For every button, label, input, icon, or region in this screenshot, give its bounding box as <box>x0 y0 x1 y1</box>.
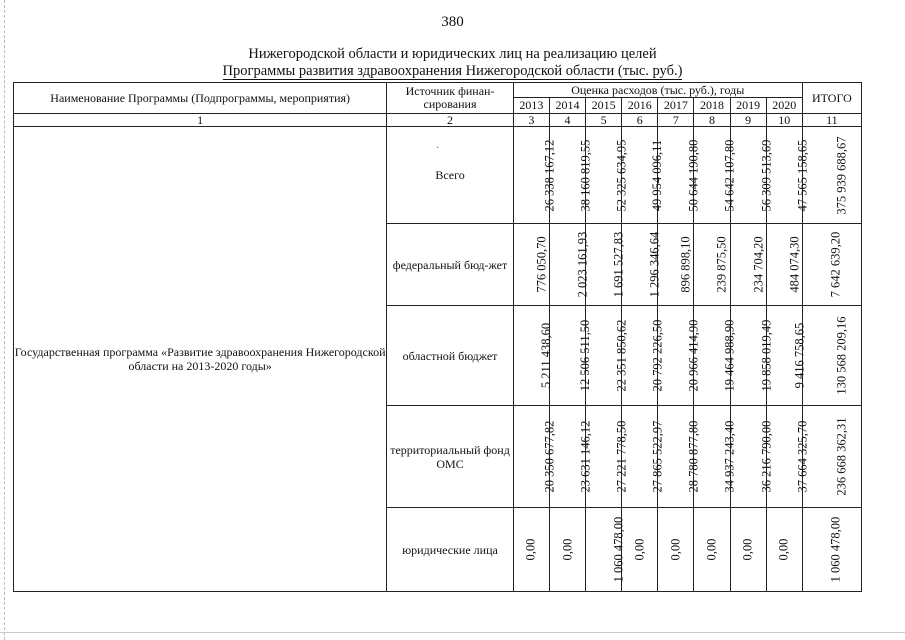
funding-source-cell: Всего <box>387 127 513 224</box>
column-number-row <box>14 114 862 127</box>
column-number: 8 <box>694 114 730 127</box>
total-cell: 1 060 478,00 <box>802 508 861 592</box>
scan-speck: · <box>436 143 440 154</box>
value-cell: 19 858 019,49 <box>730 306 766 406</box>
funding-source-cell: областной бюджет <box>387 306 513 406</box>
value-cell: 1 691 527,83 <box>586 224 622 306</box>
value-cell: 12 506 511,50 <box>549 306 585 406</box>
value-cell: 20 966 414,90 <box>658 306 694 406</box>
year-header: 2015 <box>586 98 622 114</box>
value-cell: 234 704,20 <box>730 224 766 306</box>
value-cell: 0,00 <box>549 508 585 592</box>
value-cell: 27 221 778,50 <box>586 406 622 508</box>
year-header: 2017 <box>658 98 694 114</box>
header-estimate: Оценка расходов (тыс. руб.), годы <box>513 83 802 98</box>
total-cell: 130 568 209,16 <box>802 306 861 406</box>
value-cell: 19 464 988,90 <box>694 306 730 406</box>
value-cell: 896 898,10 <box>658 224 694 306</box>
value-cell: 38 160 819,55 <box>549 127 585 224</box>
value-cell: 0,00 <box>730 508 766 592</box>
column-number: 9 <box>730 114 766 127</box>
value-cell: 1 296 346,64 <box>622 224 658 306</box>
value-cell: 23 631 146,12 <box>549 406 585 508</box>
header-funding-source: Источник финан-сирования <box>387 83 513 114</box>
total-cell: 375 939 688,67 <box>802 127 861 224</box>
value-cell: 27 865 522,97 <box>622 406 658 508</box>
header-program-name: Наименование Программы (Подпрограммы, мероприятия) <box>14 83 387 114</box>
value-cell: 37 664 325,70 <box>766 406 802 508</box>
value-cell: 22 351 850,62 <box>586 306 622 406</box>
page-number: 380 <box>441 14 464 30</box>
column-number: 7 <box>658 114 694 127</box>
year-header: 2019 <box>730 98 766 114</box>
value-cell: 50 644 190,80 <box>658 127 694 224</box>
value-cell: 1 060 478,00 <box>586 508 622 592</box>
value-cell: 26 338 167,12 <box>513 127 549 224</box>
year-header: 2016 <box>622 98 658 114</box>
column-number: 1 <box>14 114 387 127</box>
scan-left-edge <box>4 0 5 640</box>
value-cell: 34 937 243,40 <box>694 406 730 508</box>
document-title-line-1: Нижегородской области и юридических лиц на реализацию целей <box>248 46 657 62</box>
header-row-1 <box>14 83 862 98</box>
value-cell: 484 074,30 <box>766 224 802 306</box>
value-cell: 239 875,50 <box>694 224 730 306</box>
funding-source-cell: федеральный бюд-жет <box>387 224 513 306</box>
value-cell: 9 416 758,65 <box>766 306 802 406</box>
funding-source-cell: территориальный фонд ОМС <box>387 406 513 508</box>
value-cell: 49 954 096,11 <box>622 127 658 224</box>
value-cell: 0,00 <box>513 508 549 592</box>
value-cell: 20 792 226,50 <box>622 306 658 406</box>
value-cell: 52 325 634,95 <box>586 127 622 224</box>
program-name-cell: Государственная программа «Развитие здравоохранения Нижегородской области на 2013-2020 годы» <box>14 127 387 592</box>
column-number: 3 <box>513 114 549 127</box>
value-cell: 36 216 790,00 <box>730 406 766 508</box>
value-cell: 0,00 <box>622 508 658 592</box>
column-number: 11 <box>802 114 861 127</box>
value-cell: 56 309 513,69 <box>730 127 766 224</box>
value-cell: 0,00 <box>694 508 730 592</box>
value-cell: 54 642 107,80 <box>694 127 730 224</box>
column-number: 6 <box>622 114 658 127</box>
value-cell: 5 211 438,60 <box>513 306 549 406</box>
document-title-line-2-text: Программы развития здравоохранения Нижегородской области (тыс. руб.) <box>222 63 683 79</box>
year-header: 2013 <box>513 98 549 114</box>
total-cell: 236 668 362,31 <box>802 406 861 508</box>
column-number: 4 <box>549 114 585 127</box>
value-cell: 2 023 161,93 <box>549 224 585 306</box>
total-cell: 7 642 639,20 <box>802 224 861 306</box>
column-number: 2 <box>387 114 513 127</box>
scan-bottom-edge <box>0 632 905 633</box>
expenditure-table <box>13 82 862 592</box>
funding-source-cell: юридические лица <box>387 508 513 592</box>
document-title-line-2 <box>0 63 905 79</box>
value-cell: 0,00 <box>766 508 802 592</box>
value-cell: 776 050,70 <box>513 224 549 306</box>
column-number: 5 <box>586 114 622 127</box>
year-header: 2020 <box>766 98 802 114</box>
value-cell: 28 780 877,80 <box>658 406 694 508</box>
table-row <box>14 127 862 224</box>
value-cell: 20 350 677,82 <box>513 406 549 508</box>
value-cell: 47 565 158,65 <box>766 127 802 224</box>
value-cell: 0,00 <box>658 508 694 592</box>
column-number: 10 <box>766 114 802 127</box>
year-header: 2018 <box>694 98 730 114</box>
header-total: ИТОГО <box>802 83 861 114</box>
year-header: 2014 <box>549 98 585 114</box>
